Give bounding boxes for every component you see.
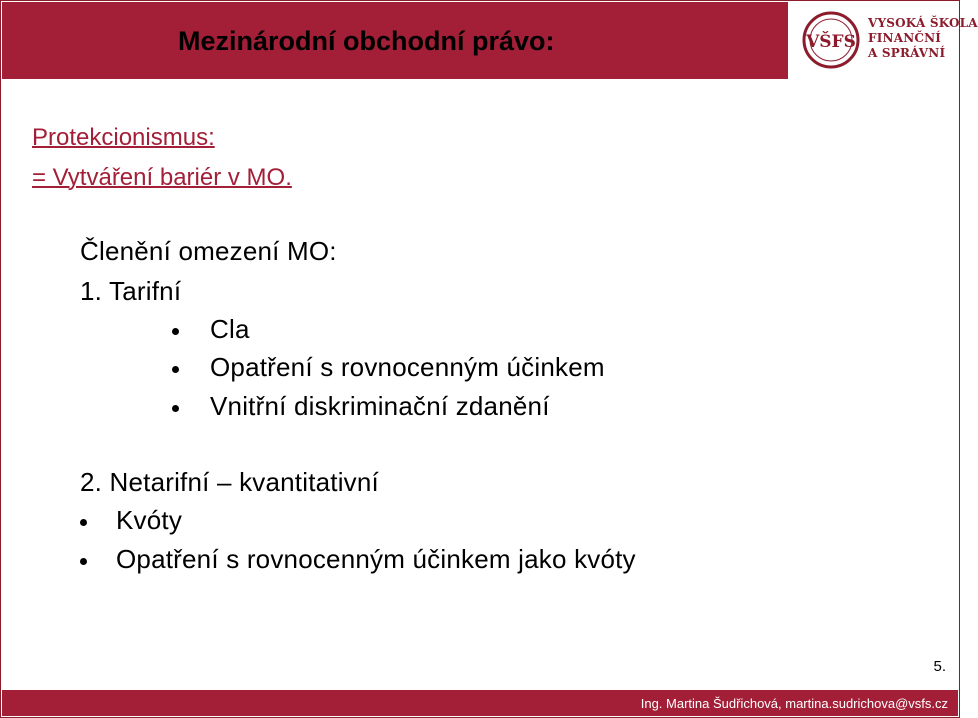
non-tariff-item-quotas: Kvóty: [116, 505, 183, 535]
tariff-item-discriminatory-tax: Vnitřní diskriminační zdanění: [210, 391, 550, 421]
bullet-point: [172, 328, 179, 335]
non-tariff-item-equivalent-measures: Opatření s rovnocenným účinkem jako kvóty: [116, 544, 636, 574]
logo-line-3: A SPRÁVNÍ: [868, 46, 946, 60]
tariff-item-equivalent-measures: Opatření s rovnocenným účinkem: [210, 352, 605, 382]
tariff-heading: 1. Tarifní: [80, 276, 182, 306]
definition-meaning[interactable]: = Vytváření bariér v MO.: [32, 164, 292, 191]
bullet-point: [172, 405, 179, 412]
bullet-point: [172, 366, 179, 373]
school-logo: [790, 2, 978, 79]
bullet-point: [80, 558, 87, 565]
section-heading: Členění omezení MO:: [80, 236, 337, 266]
bullet-point: [80, 519, 87, 526]
logo-line-2: FINANČNÍ: [868, 31, 942, 45]
logo-monogram: VŠFS: [806, 32, 856, 52]
non-tariff-heading: 2. Netarifní – kvantitativní: [80, 467, 379, 497]
footer-bar: [2, 690, 958, 716]
slide-title: Mezinárodní obchodní právo:: [178, 26, 555, 56]
header-bar: [2, 2, 788, 79]
definition-term[interactable]: Protekcionismus:: [32, 124, 215, 151]
logo-wordmark: [868, 16, 978, 61]
page-number: 5.: [933, 658, 946, 675]
vsfs-logo-mark: [800, 9, 862, 71]
footer-author: Ing. Martina Šudřichová, martina.sudrichova@vsfs.cz: [640, 696, 948, 711]
tariff-item-cla: Cla: [210, 314, 250, 344]
logo-line-1: VYSOKÁ ŠKOLA: [868, 16, 978, 30]
